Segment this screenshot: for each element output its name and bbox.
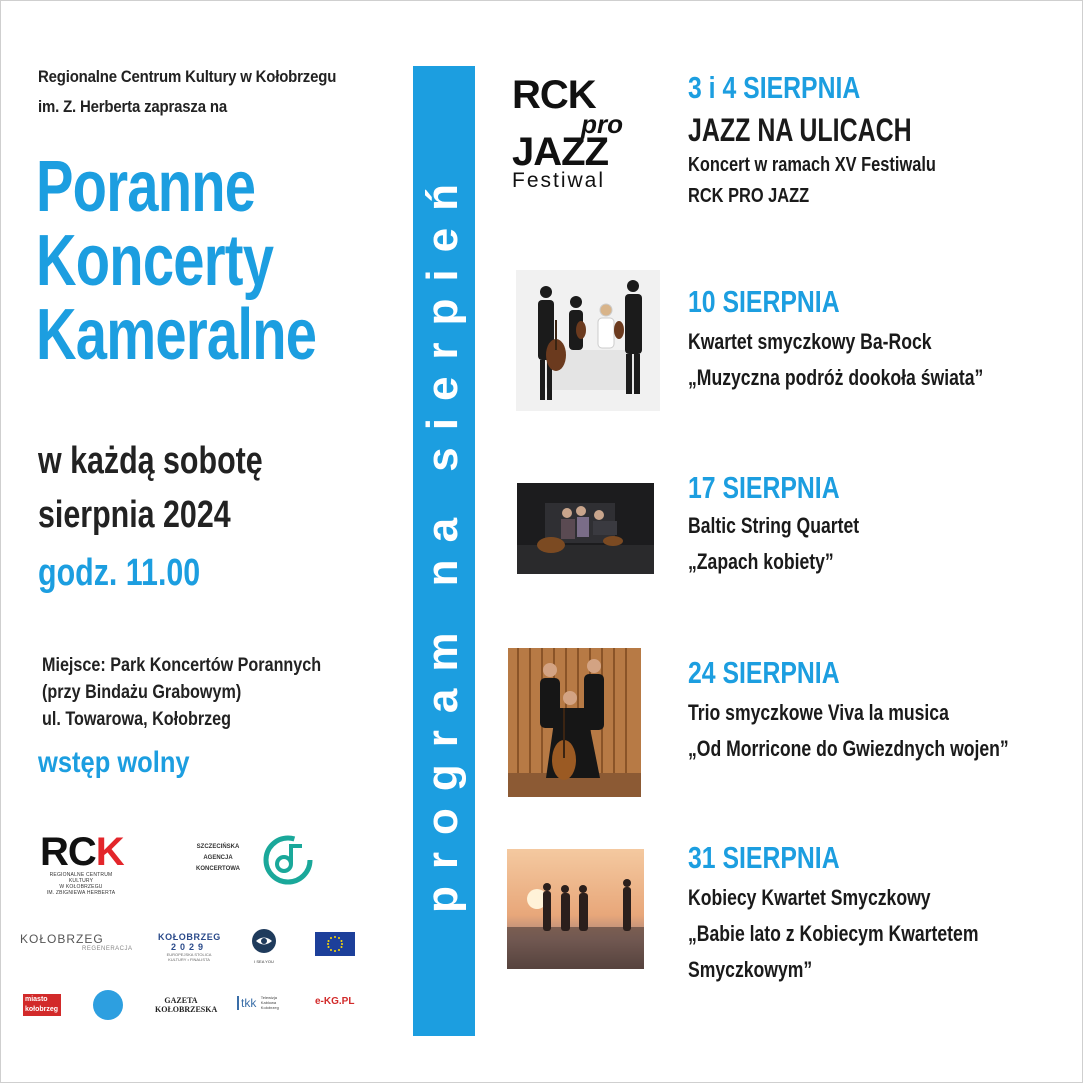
circle-media-logo-icon <box>93 990 123 1020</box>
rck-sub-line: IM. ZBIGNIEWA HERBERTA <box>46 890 116 896</box>
rck-sub-line: W KOŁOBRZEGU <box>59 884 103 890</box>
event-line: Baltic String Quartet <box>688 513 860 538</box>
i-sea-you-logo <box>248 928 280 964</box>
event-item <box>688 840 1068 988</box>
kol2029-name: KOŁOBRZEG <box>158 932 221 942</box>
event-line: „Od Morricone do Gwiezdnych wojen” <box>688 736 1009 761</box>
jazz-logo-jazz: JAZZ <box>512 130 608 174</box>
concert-time: godz. 11.00 <box>38 552 201 594</box>
gazeta-line: KOŁOBRZESKA <box>155 1005 218 1014</box>
event-item <box>688 470 1068 580</box>
venue-line: Miejsce: Park Koncertów Porannych <box>42 655 322 676</box>
rck-pro-jazz-logo <box>512 73 637 200</box>
venue-line: (przy Bindażu Grabowym) <box>42 682 242 703</box>
rck-logo-letters <box>40 832 150 872</box>
e-kg-pl-logo: e-KG.PL <box>315 996 355 1007</box>
rck-letter-k: K <box>95 830 124 874</box>
title-line: Kameralne <box>36 295 317 375</box>
kolobrzeg-2029-logo <box>158 932 220 962</box>
i-sea-you-icon <box>251 928 277 954</box>
event-line: „Zapach kobiety” <box>688 549 834 574</box>
event-line: Kwartet smyczkowy Ba-Rock <box>688 329 932 354</box>
event-date: 17 SIERPNIA <box>688 470 840 505</box>
i-sea-you-text: I SEA YOU <box>254 959 274 964</box>
saf-line: KONCERTOWA <box>196 866 240 872</box>
jazz-logo-festiwal: Festiwal <box>512 169 606 192</box>
event-line: „Muzyczna podróż dookoła świata” <box>688 365 984 390</box>
tkk-mark: tkk <box>237 996 256 1010</box>
event-headline: JAZZ NA ULICACH <box>688 112 912 148</box>
event-item <box>688 655 1068 767</box>
band-label: program na sierpień <box>418 166 467 914</box>
organizer-text <box>38 62 355 122</box>
kolobrzeg-name: KOŁOBRZEG <box>20 932 104 946</box>
event-line: „Babie lato z Kobiecym Kwartetem <box>688 921 979 946</box>
event-date: 24 SIERPNIA <box>688 655 840 690</box>
gazeta-line: GAZETA <box>164 996 198 1005</box>
event-item <box>688 284 1068 396</box>
organizer-line: Regionalne Centrum Kultury w Kołobrzegu <box>38 67 337 86</box>
title-line: Poranne <box>36 147 256 227</box>
eu-flag-icon <box>315 932 355 956</box>
kolobrzeg-sub: REGENERACJA <box>82 946 133 952</box>
schedule-line: sierpnia 2024 <box>38 494 231 536</box>
event-line: Kobiecy Kwartet Smyczkowy <box>688 885 931 910</box>
kol2029-year: 2029 <box>170 942 208 952</box>
schedule-line: w każdą sobotę <box>38 440 263 482</box>
tkk-sub: Telewizja Kablowa Kołobrzeg <box>260 995 279 1011</box>
miasto-kolobrzeg-logo: miasto kołobrzeg <box>23 994 61 1016</box>
saf-line: SZCZECIŃSKA <box>196 844 240 850</box>
event-line: Koncert w ramach XV Festiwalu <box>688 154 936 176</box>
event-date: 3 i 4 SIERPNIA <box>688 70 861 105</box>
rck-logo <box>40 830 150 896</box>
title-line: Koncerty <box>36 221 274 301</box>
page-title <box>36 147 364 375</box>
rck-logo-sub <box>40 872 122 896</box>
kolobrzeg-logo <box>20 932 140 956</box>
event-date: 31 SIERPNIA <box>688 840 840 875</box>
kol2029-sub: KULTURY • FINALISTA <box>168 957 210 962</box>
event-line: Smyczkowym” <box>688 957 813 982</box>
rck-letters-rc: RC <box>40 830 96 874</box>
jazz-logo-rck: RCK <box>512 73 596 117</box>
kobiecy-kwartet-photo <box>507 849 644 969</box>
szczecinska-agencja-koncertowa-logo <box>190 842 246 875</box>
venue-line: ul. Towarowa, Kołobrzeg <box>42 709 232 730</box>
event-item <box>688 70 1068 212</box>
baltic-string-quartet-photo <box>517 483 654 574</box>
ba-rock-quartet-photo <box>516 270 660 411</box>
organizer-line: im. Z. Herberta zaprasza na <box>38 97 227 116</box>
schedule-text <box>38 434 358 542</box>
music-note-logo-icon <box>262 834 314 886</box>
jazz-logo-pro: pro <box>581 109 623 139</box>
kol2029-sub: EUROPEJSKA STOLICA <box>166 952 212 957</box>
event-line: RCK PRO JAZZ <box>688 185 810 207</box>
saf-line: AGENCJA <box>203 855 233 861</box>
tkk-logo <box>237 994 291 1018</box>
venue-info <box>42 652 382 733</box>
event-line: Trio smyczkowe Viva la musica <box>688 700 949 725</box>
rck-sub-line: REGIONALNE CENTRUM KULTURY <box>49 872 113 884</box>
gazeta-kolobrzeska-logo <box>155 996 218 1014</box>
event-date: 10 SIERPNIA <box>688 284 840 319</box>
free-admission-label: wstęp wolny <box>38 746 190 779</box>
viva-la-musica-trio-photo <box>508 648 641 797</box>
